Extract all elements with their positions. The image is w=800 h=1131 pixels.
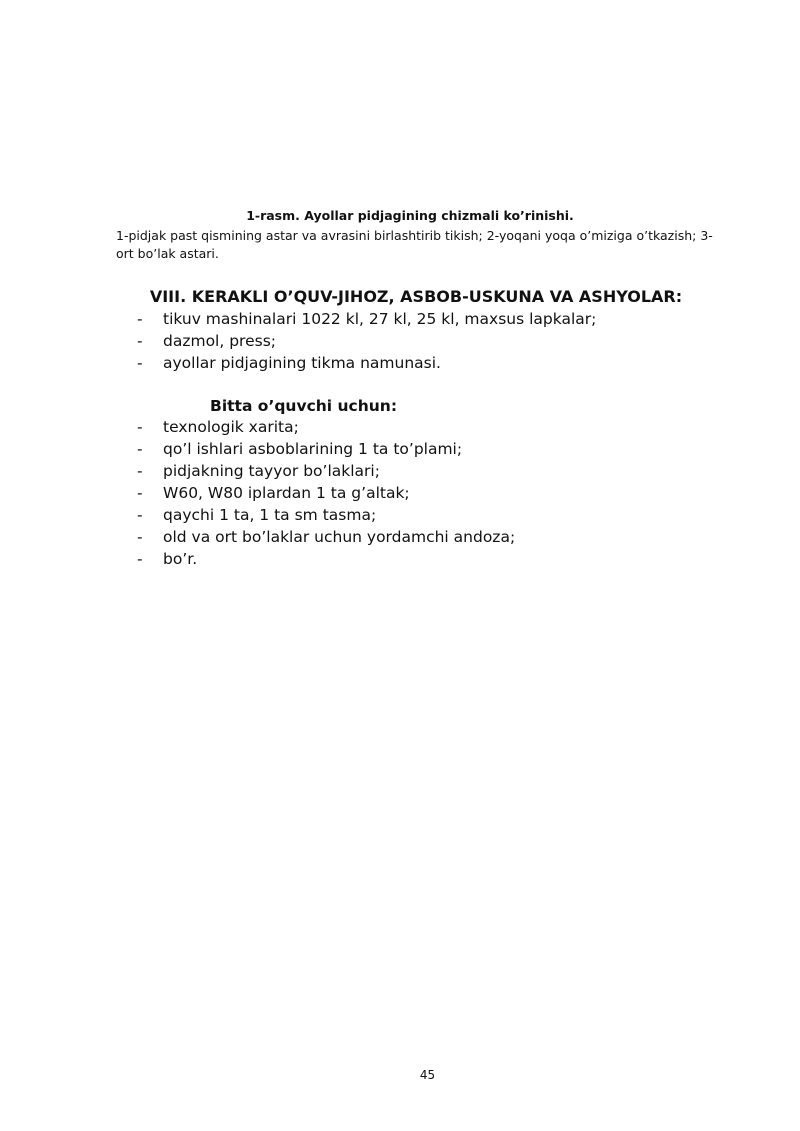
list-item: [137, 352, 596, 374]
list-item: [137, 460, 515, 482]
student-heading: Bitta o’quvchi uchun:: [210, 397, 398, 415]
list-item-text: pidjakning tayyor bo’laklari;: [163, 462, 380, 480]
list-item: [137, 504, 515, 526]
list-item-text: W60, W80 iplardan 1 ta g’altak;: [163, 484, 410, 502]
list-item-text: tikuv mashinalari 1022 kl, 27 kl, 25 kl, maxsus lapkalar;: [163, 310, 597, 328]
list-marker: -: [137, 484, 143, 502]
list-marker: -: [137, 310, 143, 328]
list-item: [137, 548, 515, 570]
list-item: [137, 438, 515, 460]
list-item: [137, 308, 596, 330]
list-marker: -: [137, 332, 143, 350]
figure-caption-title: 1-rasm. Ayollar pidjagining chizmali ko’rinishi.: [246, 208, 574, 223]
list-item: [137, 482, 515, 504]
figure-caption-text: 1-pidjak past qismining astar va avrasini birlashtirib tikish; 2-yoqani yoqa o’miziga o’tkazish; 3-ort bo’lak astari.: [116, 228, 713, 261]
list-marker: -: [137, 528, 143, 546]
equipment-list: [137, 308, 596, 374]
list-marker: -: [137, 418, 143, 436]
list-item-text: qo’l ishlari asboblarining 1 ta to’plami;: [163, 440, 463, 458]
list-item: [137, 416, 515, 438]
list-item-text: dazmol, press;: [163, 332, 276, 350]
list-item: [137, 330, 596, 352]
list-item: [137, 526, 515, 548]
page-number: 45: [419, 1068, 436, 1082]
list-marker: -: [137, 462, 143, 480]
list-marker: -: [137, 550, 143, 568]
section-heading: VIII. KERAKLI O’QUV-JIHOZ, ASBOB-USKUNA VA ASHYOLAR:: [149, 287, 683, 306]
list-item-text: texnologik xarita;: [163, 418, 299, 436]
list-marker: -: [137, 506, 143, 524]
list-marker: -: [137, 440, 143, 458]
student-materials-list: [137, 416, 515, 570]
list-item-text: ayollar pidjagining tikma namunasi.: [163, 354, 441, 372]
list-item-text: bo’r.: [163, 550, 198, 568]
list-item-text: qaychi 1 ta, 1 ta sm tasma;: [163, 506, 377, 524]
list-item-text: old va ort bo’laklar uchun yordamchi andoza;: [163, 528, 516, 546]
list-marker: -: [137, 354, 143, 372]
